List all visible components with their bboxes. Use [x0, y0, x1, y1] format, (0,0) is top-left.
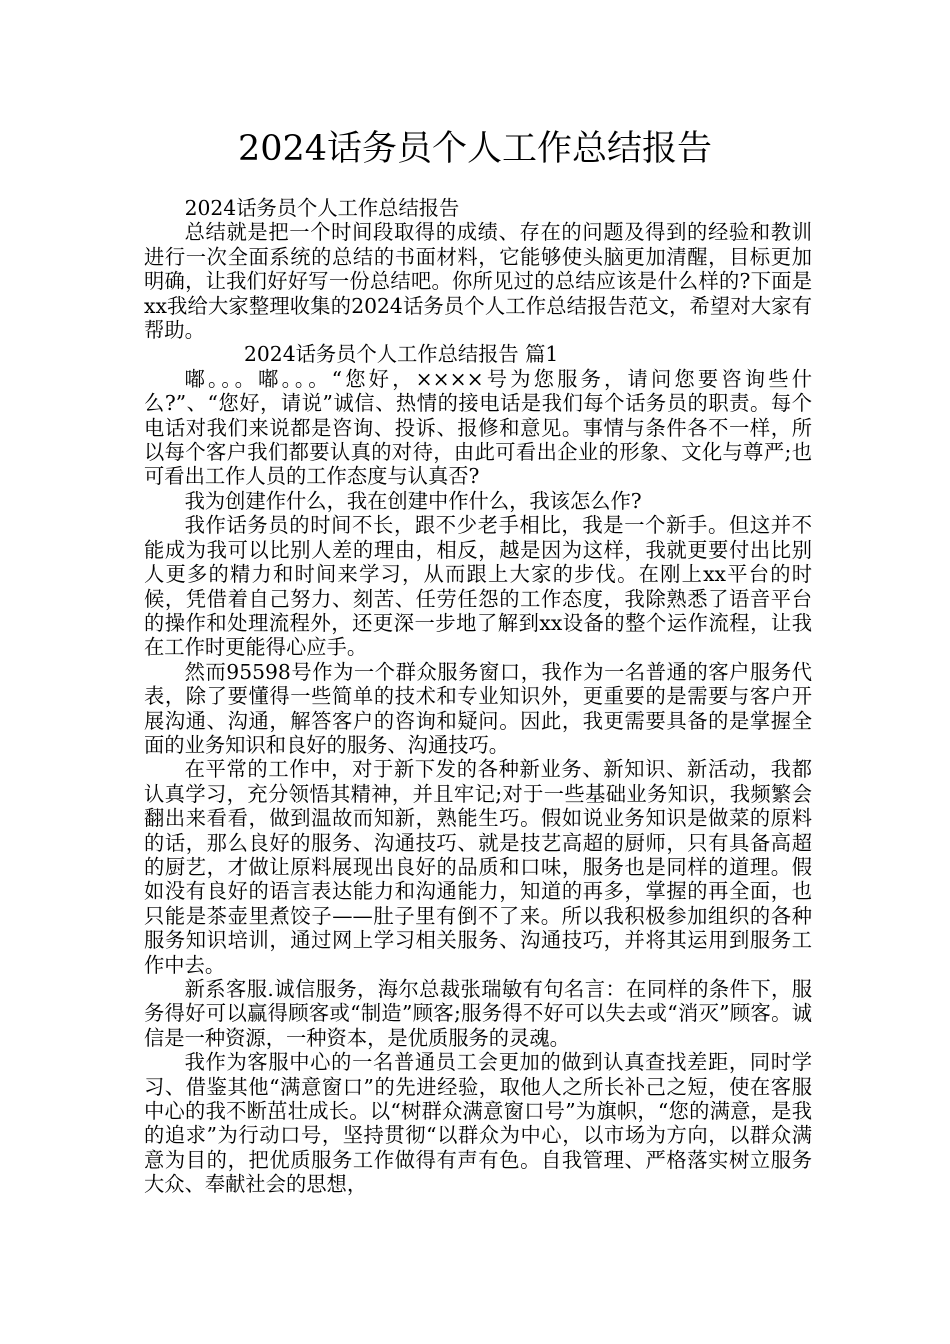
paragraph: 新系客服.诚信服务，海尔总裁张瑞敏有句名言：在同样的条件下，服务得好可以赢得顾客或“制造”顾客;服务得不好可以失去或“消灭”顾客。诚信是一种资源，一种资本，是优质服务的灵魂。: [144, 977, 812, 1050]
intro-heading: 2024话务员个人工作总结报告: [184, 196, 460, 220]
paragraph: 在平常的工作中，对于新下发的各种新业务、新知识、新活动，我都认真学习，充分领悟其精神，并且牢记;对于一些基础业务知识，我频繁会翻出来看看，做到温故而知新，熟能生巧。假如说业务知识是做菜的原料的话，那么良好的服务、沟通技巧、就是技艺高超的厨师，只有具备高超的厨艺，才做让原料展现出良好的品质和口味，服务也是同样的道理。假如没有良好的语言表达能力和沟通能力，知道的再多，掌握的再全面，也只能是茶壶里煮饺子——肚子里有倒不了来。所以我积极参加组织的各种服务知识培训，通过网上学习相关服务、沟通技巧，并将其运用到服务工作中去。: [144, 757, 812, 977]
section-heading: 2024话务员个人工作总结报告 篇1: [244, 342, 559, 367]
paragraph: 总结就是把一个时间段取得的成绩、存在的问题及得到的经验和教训进行一次全面系统的总结的书面材料，它能够使头脑更加清醒，目标更加明确，让我们好好写一份总结吧。你所见过的总结应该是什么样的?下面是xx我给大家整理收集的2024话务员个人工作总结报告范文，希望对大家有帮助。: [144, 220, 812, 343]
document-title: 2024话务员个人工作总结报告: [237, 129, 713, 169]
paragraph: 然而95598号作为一个群众服务窗口，我作为一名普通的客户服务代表，除了要懂得一些简单的技术和专业知识外，更重要的是需要与客户开展沟通、沟通，解答客户的咨询和疑问。因此，我更需要具备的是掌握全面的业务知识和良好的服务、沟通技巧。: [144, 659, 812, 757]
paragraph: 我作话务员的时间不长，跟不少老手相比，我是一个新手。但这并不能成为我可以比别人差的理由，相反，越是因为这样，我就更要付出比别人更多的精力和时间来学习，从而跟上大家的步伐。在刚上xx平台的时候，凭借着自己努力、刻苦、任劳任怨的工作态度，我除熟悉了语音平台的操作和处理流程外，还更深一步地了解到xx设备的整个运作流程，让我在工作时更能得心应手。: [144, 513, 812, 660]
paragraph: 嘟。。。嘟。。。“您好，××××号为您服务，请问您要咨询些什么?”、“您好，请说”诚信、热情的接电话是我们每个话务员的职责。每个电话对我们来说都是咨询、投诉、报修和意见。事情与条件各不一样，所以每个客户我们都要认真的对待，由此可看出企业的形象、文化与尊严;也可看出工作人员的工作态度与认真否?: [144, 366, 812, 489]
document-body: [144, 196, 812, 1197]
paragraph: 我为创建作什么，我在创建中作什么，我该怎么作?: [184, 488, 642, 513]
paragraph: 我作为客服中心的一名普通员工会更加的做到认真查找差距，同时学习、借鉴其他“满意窗口”的先进经验，取他人之所长补己之短，使在客服中心的我不断茁壮成长。以“树群众满意窗口号”为旗帜，“您的满意，是我的追求”为行动口号，坚持贯彻“以群众为中心，以市场为方向，以群众满意为目的，把优质服务工作做得有声有色。自我管理、严格落实树立服务大众、奉献社会的思想，: [144, 1050, 812, 1197]
